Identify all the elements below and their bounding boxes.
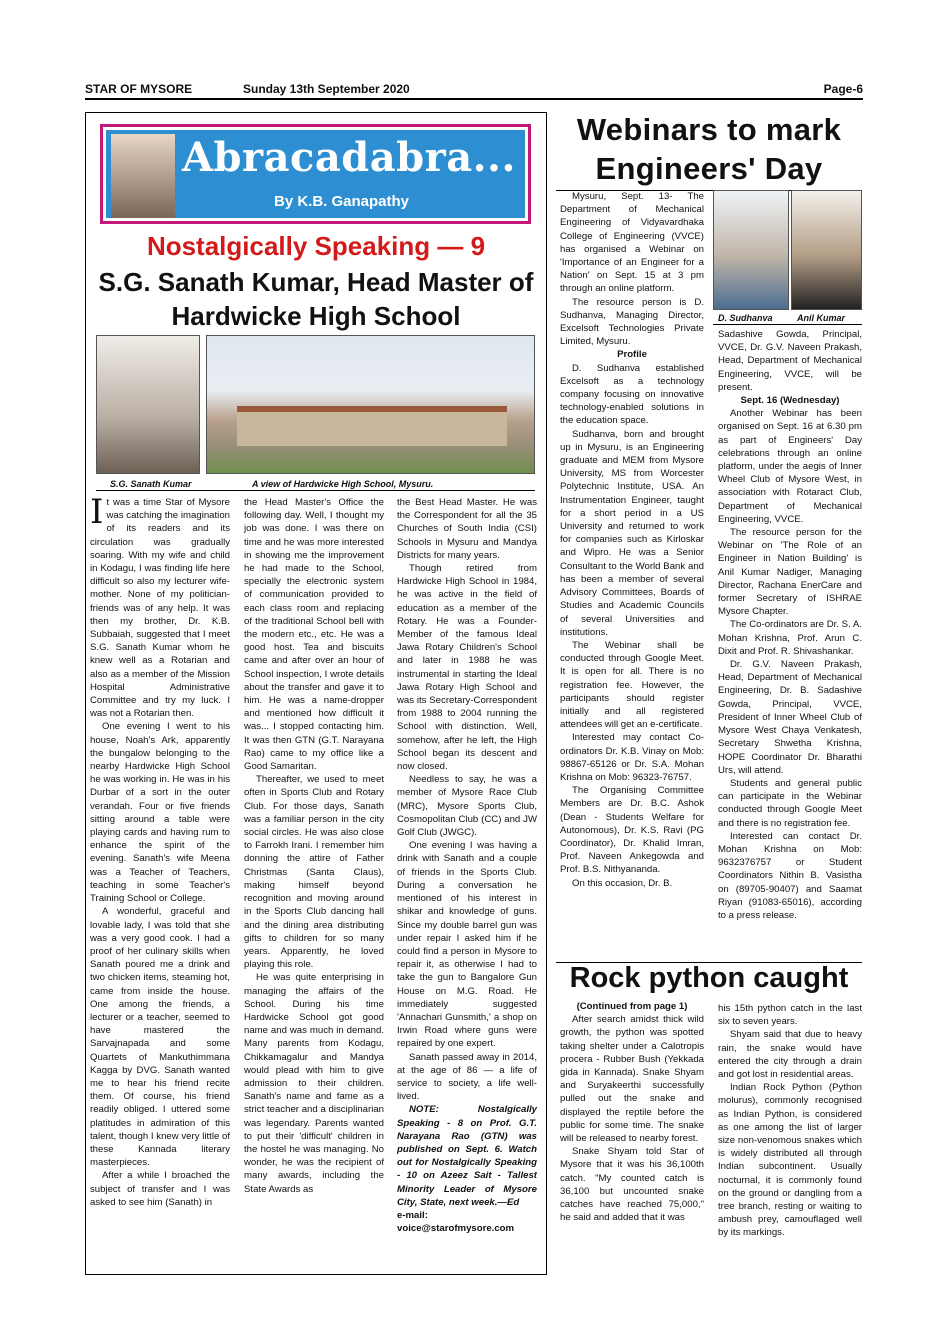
article-column-2 xyxy=(244,496,384,1256)
sept16-subhead: Sept. 16 (Wednesday) xyxy=(740,395,840,407)
paragraph: the Head Master's Office the following day. Well, I thought my job was done. I was there on time and he was more interested in showing me the improvement he had made to the School, specially the electronic system of communication provided to each class room and replacing of the traditional School bell with the modern etc., etc. He was a good host. Tea and biscuits came and after over an hour of School inspection, I wrote details about the transfer and gave it to him. He was a name-dropper and mentioned how difficult it was... I stopped contacting him. It was then GTN (G.T. Narayana Rao) came to my office like a Good Samaritan. xyxy=(244,497,384,773)
paragraph: A wonderful, graceful and lovable lady, I was told that she was a very good cook. I had a proof of her culinary skills when Sanath poured me a drink and two chicken items, steaming hot, came from inside the house. One among the friends, a lecturer or a teacher, seemed to have mastered the Sarvajnapada and some Quartets of Mankuthimmana Kagga by DVG. Sanath wanted me to hear his friend recite them. Of course, his friend readily obliged. I uttered some platitudes in admiration of this talent, though I knew very little of these Kannada literary masterpieces. xyxy=(90,906,230,1169)
columnist-photo xyxy=(111,134,175,218)
paragraph: Snake Shyam told Star of Mysore that it was his 36,100th catch. "My counted catch is 36,100 but uncounted snake catches have reached 75,000," he said and added that it was xyxy=(560,1146,704,1224)
paragraph: Sadashive Gowda, Principal, VVCE, Dr. G.V. Naveen Prakash, Head, Department of Mechanical Engineering, VVCE, will be present. xyxy=(718,329,862,393)
paragraph: Indian Rock Python (Python molurus), commonly recognised as Indian Python, is considered as one among the list of larger size non-venomous snakes which is widely distributed all through Indian subcontinent. Usually nocturnal, it is commonly found on the ground or dangling from a tree branch, resting or waiting to ambush prey, camouflaged well by its markings. xyxy=(718,1082,862,1239)
paragraph: his 15th python catch in the last six to seven years. xyxy=(718,1003,862,1028)
paragraph: Shyam said that due to heavy rain, the snake would have entered the city through a drain and got lost in residential areas. xyxy=(718,1029,862,1081)
paragraph: Mysuru, Sept. 13- The Department of Mechanical Engineering of Vidyavardhaka College of Engineering (VVCE) has organised a Webinar on 'Importance of an Engineer for a Nation' on Sept. 15 at 3 pm through an online platform. xyxy=(560,191,704,295)
continued-note: (Continued from page 1) xyxy=(576,1001,688,1012)
paragraph: The resource person for the Webinar on 'The Role of an Engineer in Nation Building' is Anil Kumar Nadiger, Managing Director, Rachana EnerCare and former Secretary of ISHRAE Mysore Chapter. xyxy=(718,527,862,618)
anil-caption: Anil Kumar xyxy=(797,313,846,323)
school-building-photo xyxy=(206,335,535,474)
page-header xyxy=(85,80,863,100)
photo-rule xyxy=(713,324,862,325)
page-number: Page-6 xyxy=(823,82,863,96)
webinar-column-1 xyxy=(560,190,704,960)
email-link[interactable]: e-mail: voice@starofmysore.com xyxy=(397,1209,515,1235)
paragraph: After a while I broached the subject of transfer and I was asked to see him (Sanath) in xyxy=(90,1170,230,1208)
paragraph: The resource person is D. Sudhanva, Managing Director, Excelsoft Technologies Private Limited, Mysuru. xyxy=(560,296,704,348)
webinar-headline: Webinars to mark Engineers' Day xyxy=(576,112,842,186)
issue-date: Sunday 13th September 2020 xyxy=(243,82,410,96)
column-byline: By K.B. Ganapathy xyxy=(274,193,410,210)
python-column-2 xyxy=(718,1002,862,1272)
paragraph: He was quite enterprising in managing the affairs of the School. During his time Hardwicke School got good name and was much in demand. Many parents from Kodagu, Chikkamagalur and Mandya would plead with him to give admission to their children. Sanath's name and fame as a strict teacher and a disciplinarian was legendary. Parents wanted to put their 'difficult' children in the hostel he was managing. No wonder, he was the recipient of many awards, including the State Awards as xyxy=(244,972,384,1195)
column-name: Abracadabra... xyxy=(182,134,516,181)
paragraph: Dr. G.V. Naveen Prakash, Head, Department of Mechanical Engineering, Dr. B. Sadashive Gowda, Principal, VVCE, President of Inner Wheel Club of Mysore West Chaya Venkatesh, Secretary Shwetha Krishna, HOPE Coordinator Dr. Bharathi Urs, will attend. xyxy=(718,659,862,776)
profile-subhead: Profile xyxy=(617,349,647,361)
paragraph: Needless to say, he was a member of Mysore Race Club (MRC), Mysore Sports Club, Cosmopolitan Club (CC) and JW Golf Club (JWGC). xyxy=(397,774,537,839)
building-caption: A view of Hardwicke High School, Mysuru. xyxy=(252,479,434,489)
building-shape xyxy=(237,406,507,446)
paragraph: Students and general public can participate in the Webinar conducted through Google Meet and there is no registration fee. xyxy=(718,777,862,829)
sudhanva-photo xyxy=(713,190,789,310)
paragraph: Interested can contact Dr. Mohan Krishna on Mob: 9632376757 or Student Coordinators Nithin B. Vasistha on (89705-90407) and Saamat Riyan (91083-65016), according to a press release. xyxy=(718,830,862,921)
paragraph: Though retired from Hardwicke High School in 1984, he was active in the field of education as a member of the Rotary. He was a Founder-Member of the famous Ideal Jawa Rotary Children's School and later in 1988 he was instrumental in starting the Ideal Jawa Rotary High School and was its Secretary-Correspondent from 1988 to 2004 running the School with distinction. Well, somehow, after he left, the High School began its descent and now closed. xyxy=(397,563,537,773)
paragraph: Sanath passed away in 2014, at the age of 86 — a life of service to society, a life well-lived. xyxy=(397,1051,537,1103)
article-kicker: Nostalgically Speaking — 9 xyxy=(146,231,486,261)
paragraph: The Co-ordinators are Dr. S. A. Mohan Krishna, Prof. Arun C. Dixit and Prof. R. Shivashankar. xyxy=(718,619,862,657)
paragraph: Thereafter, we used to meet often in Sports Club and Rotary Club. For those days, Sanath was a familiar person in the city social circles. He was also close to Farrokh Irani. I remember him donning the attire of Father Christmas (Santa Claus), making himself beyond recognition and moving around in the Sports Club dancing hall and the dining area distributing gifts to children for so many years. Apparently, he loved playing this role. xyxy=(244,774,384,971)
editor-note: NOTE: Nostalgically Speaking - 8 on Prof. G.T. Narayana Rao (GTN) was published on Sept. 6. Watch out for Nostalgically Speaking - 10 on Azeez Sait - Tallest Minority Leader of Mysore City, State, next week.—Ed xyxy=(397,1104,537,1208)
paragraph: Sudhanva, born and brought up in Mysuru, is an Engineering graduate and MEM from Mysore University, MS from Worcester Polytechnic Institute, USA. An Instrumentation Engineer, taught for a short period in a US University and returned to work for companies such as Kirloskar and Wipro. He was a Senior Consultant to the World Bank and has been a member of several Advisory Committees, Boards of Studies and Academic Councils of several Universities and institutions. xyxy=(560,428,704,638)
article-headline: S.G. Sanath Kumar, Head Master of Hardwicke High School xyxy=(98,267,534,331)
webinar-column-2 xyxy=(718,328,862,960)
caption-rule xyxy=(96,490,535,491)
python-column-1 xyxy=(560,1000,704,1272)
paragraph: D. Sudhanva established Excelsoft as a technology company focusing on innovative technology-enabled solutions in the education space. xyxy=(560,362,704,427)
paragraph: Another Webinar has been organised on Sept. 16 at 6.30 pm as part of Engineers' Day celebrations through an online platform, under the aegis of Inner Wheel Club of Mysore West, in association with Rotaract Club, Department of Mechanical Engineering, VVCE. xyxy=(718,408,862,525)
paragraph: the Best Head Master. He was the Correspondent for all the 35 Churches of South India (CSI) Schools in Mysuru and Mandya Districts for many years. xyxy=(397,497,537,561)
drop-cap: I xyxy=(90,496,104,532)
portrait-photo xyxy=(96,335,200,474)
paragraph: After search amidst thick wild growth, the python was spotted taking shelter under a Calotropis procera - Rubber Bush (Yekkada gida in Kannada). Snake Shyam and Suryakeerthi successfully pulled out the snake and displayed the reptile before the public for some time. The snake will be released to nearby forest. xyxy=(560,1014,704,1145)
article-column-1 xyxy=(90,496,230,1256)
anil-kumar-photo xyxy=(791,190,862,310)
paragraph: The Webinar shall be conducted through Google Meet. It is open for all. There is no registration fee. However, the participants should register initially and all registered attendees will get an e-certificate. xyxy=(560,639,704,731)
paragraph: One evening I was having a drink with Sanath and a couple of friends in the Sports Club. During a conversation he mentioned of his interest in shikar and knowledge of guns. Since my double barrel gun was under repair I asked him if he could find a person in Mysore to repair it, as otherwise I had to take the gun to Bangalore Gun House on M.G. Road. He immediately suggested 'Annachari Gunsmith,' a shop on Irwin Road where guns were repaired by one expert. xyxy=(397,840,537,1050)
paragraph: t was a time Star of Mysore was catching the imagination of its readers and its circulation was gradually soaring. With my wife and child in Kodagu, I was finding life here difficult so also my lecturer wife-mother. None of my politician-friends was of any help. It was then my brother, Dr. K.B. Subbaiah, suggested that I meet S.G. Sanath Kumar whom he knew well as a Rotarian and also as a member of the Mission Hospital Administrative Committee and try my luck. I was not a Rotarian then. xyxy=(90,497,230,720)
paragraph: Interested may contact Co-ordinators Dr. K.B. Vinay on Mob: 98867-65126 or Dr. S.A. Mohan Krishna on Mob: 96323-76757. xyxy=(560,732,704,783)
sudhanva-caption: D. Sudhanva xyxy=(718,313,773,323)
paragraph: The Organising Committee Members are Dr. B.C. Ashok (Dean - Students Welfare for Autonomous), Dr. K.S. Ravi (PG Coordinator), Dr. Khalid Imran, Prof. Naveen Ankegowda and Prof. B.S. Nithyananda. xyxy=(560,785,704,876)
paper-name: STAR OF MYSORE xyxy=(85,82,193,96)
article-column-3 xyxy=(397,496,537,1258)
python-headline: Rock python caught xyxy=(569,962,849,994)
paragraph: On this occasion, Dr. B. xyxy=(572,877,673,889)
column-banner xyxy=(100,124,531,224)
portrait-caption: S.G. Sanath Kumar xyxy=(110,479,192,489)
paragraph: One evening I went to his house, Noah's Ark, apparently the bungalow belonging to the nearby Hardwicke High School he was working in. He was in his Durbar of a sort in the outer verandah. Four or five friends sitting around a table were playing cards and having rum to enhance the spirit of the evening. Sanath's wife Meena was a Teacher of Teachers, teaching in some Teacher's Training School or College. xyxy=(90,721,230,905)
